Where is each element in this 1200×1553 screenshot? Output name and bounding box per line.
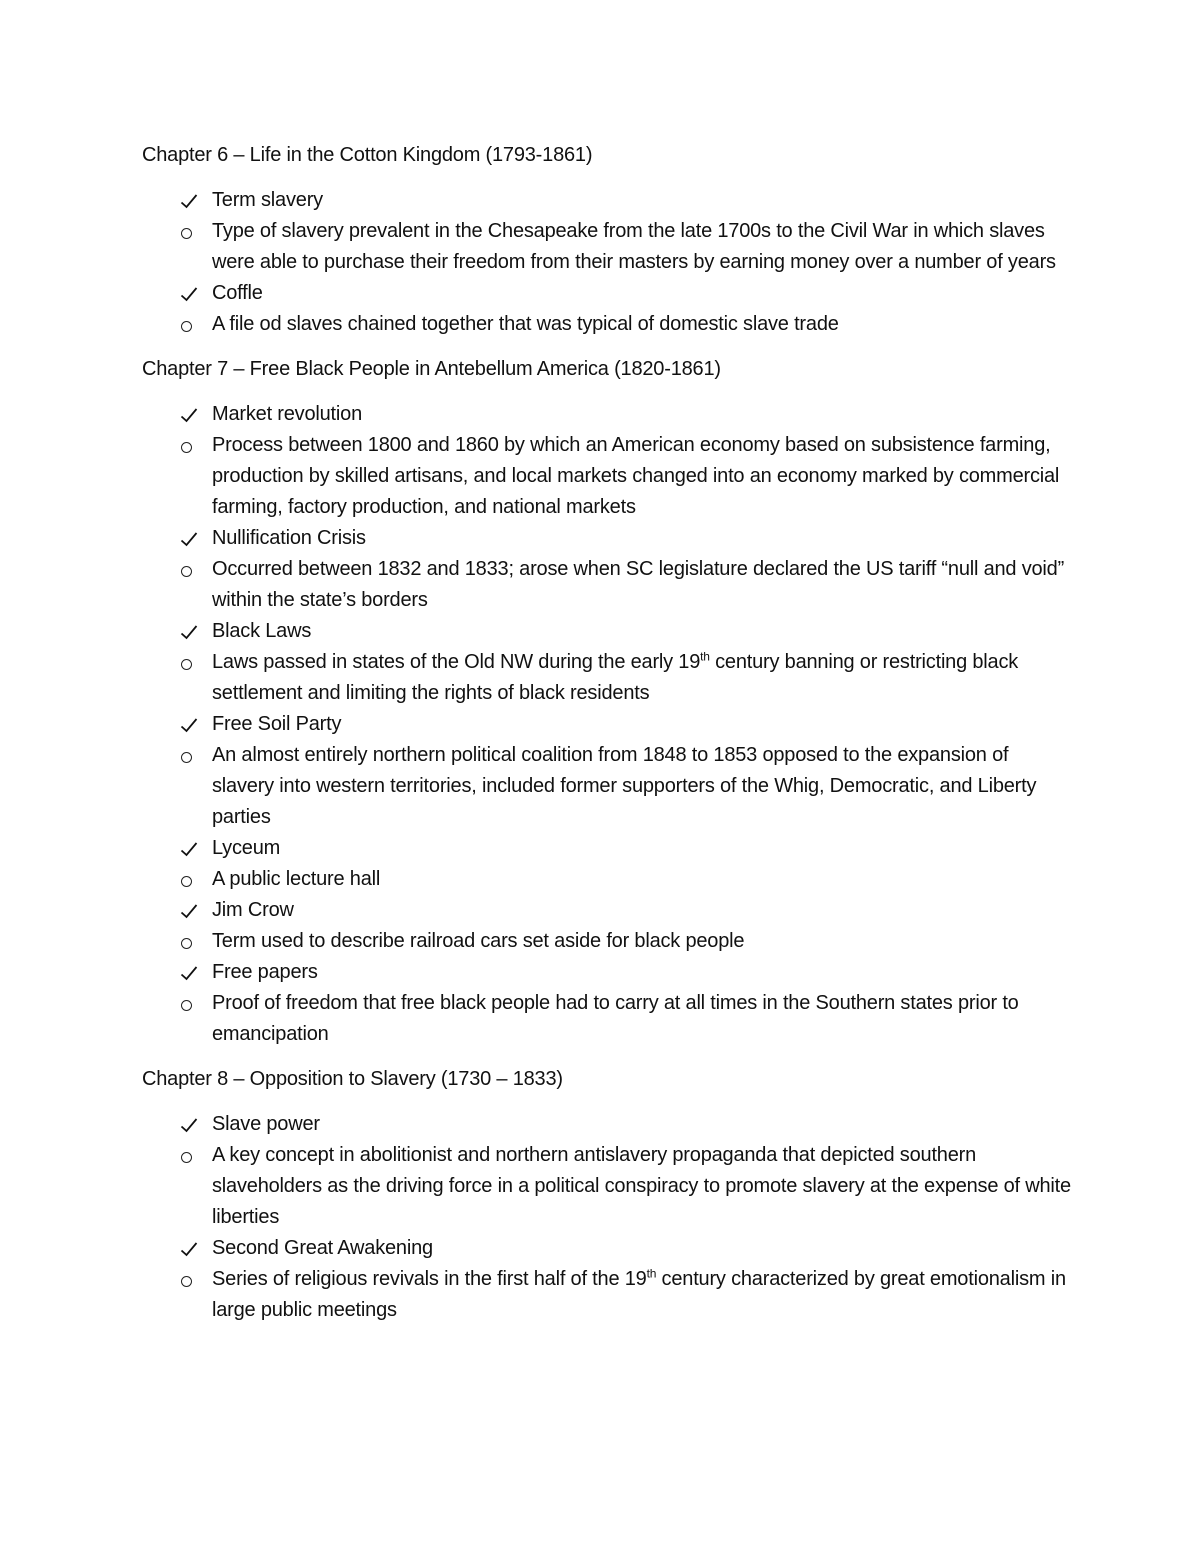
definition-item xyxy=(142,647,1072,709)
checkmark-icon xyxy=(178,833,200,864)
list-item xyxy=(142,616,1072,647)
term-label: Slave power xyxy=(212,1113,320,1135)
checkmark-icon xyxy=(178,1109,200,1140)
definition-item xyxy=(142,988,1072,1050)
circle-bullet-icon xyxy=(180,430,192,461)
checkmark-icon xyxy=(178,185,200,216)
list-item xyxy=(142,278,1072,309)
list-item xyxy=(142,1233,1072,1264)
circle-bullet-icon xyxy=(180,647,192,678)
definition-item xyxy=(142,740,1072,833)
definition-item xyxy=(142,864,1072,895)
list-item xyxy=(142,1109,1072,1140)
document-page xyxy=(142,140,1072,1326)
definition-text xyxy=(212,1268,1066,1321)
definition-text: Term used to describe railroad cars set aside for black people xyxy=(212,930,745,952)
term-list xyxy=(142,1109,1072,1326)
term-list xyxy=(142,399,1072,1050)
definition-text-start: Series of religious revivals in the first half of the 19 xyxy=(212,1268,647,1290)
term-label: Nullification Crisis xyxy=(212,527,366,549)
definition-item xyxy=(142,554,1072,616)
definition-item xyxy=(142,926,1072,957)
definition-text: A key concept in abolitionist and northern antislavery propaganda that depicted southern slaveholders as the driving force in a political conspiracy to promote slavery at the expense of white liberties xyxy=(212,1144,1071,1228)
definition-text xyxy=(212,651,1018,704)
checkmark-icon xyxy=(178,399,200,430)
term-label: Lyceum xyxy=(212,837,281,859)
list-item xyxy=(142,895,1072,926)
definition-text-end: century characterized by great emotionalism in large public meetings xyxy=(212,1268,1066,1321)
list-item xyxy=(142,185,1072,216)
circle-bullet-icon xyxy=(180,1140,192,1171)
term-label: Second Great Awakening xyxy=(212,1237,433,1259)
term-label: Coffle xyxy=(212,282,263,304)
definition-text: A public lecture hall xyxy=(212,868,381,890)
definition-text-end: century banning or restricting black settlement and limiting the rights of black residents xyxy=(212,651,1019,704)
checkmark-icon xyxy=(178,1233,200,1264)
chapter-heading: Chapter 6 – Life in the Cotton Kingdom (1793-1861) xyxy=(142,144,593,166)
chapter-6-section xyxy=(142,140,1072,340)
checkmark-icon xyxy=(178,895,200,926)
definition-item xyxy=(142,430,1072,523)
definition-text: Proof of freedom that free black people had to carry at all times in the Southern states prior to emancipation xyxy=(212,992,1019,1045)
circle-bullet-icon xyxy=(180,988,192,1019)
checkmark-icon xyxy=(178,957,200,988)
circle-bullet-icon xyxy=(180,554,192,585)
definition-item xyxy=(142,309,1072,340)
term-label: Free Soil Party xyxy=(212,713,342,735)
chapter-heading: Chapter 8 – Opposition to Slavery (1730 – 1833) xyxy=(142,1068,563,1090)
circle-bullet-icon xyxy=(180,1264,192,1295)
checkmark-icon xyxy=(178,709,200,740)
chapter-heading: Chapter 7 – Free Black People in Antebellum America (1820-1861) xyxy=(142,358,721,380)
definition-item xyxy=(142,1264,1072,1326)
list-item xyxy=(142,833,1072,864)
definition-text: Occurred between 1832 and 1833; arose when SC legislature declared the US tariff “null and void” within the state’s borders xyxy=(212,558,1065,611)
checkmark-icon xyxy=(178,616,200,647)
term-label: Free papers xyxy=(212,961,318,983)
definition-text: A file od slaves chained together that was typical of domestic slave trade xyxy=(212,313,839,335)
circle-bullet-icon xyxy=(180,740,192,771)
circle-bullet-icon xyxy=(180,309,192,340)
definition-item xyxy=(142,216,1072,278)
circle-bullet-icon xyxy=(180,216,192,247)
term-list xyxy=(142,185,1072,340)
term-label: Jim Crow xyxy=(212,899,294,921)
definition-text: Process between 1800 and 1860 by which an American economy based on subsistence farming, production by skilled artisans, and local markets changed into an economy marked by commercial farming, factory production, and national markets xyxy=(212,434,1060,518)
checkmark-icon xyxy=(178,278,200,309)
definition-text: Type of slavery prevalent in the Chesapeake from the late 1700s to the Civil War in which slaves were able to purchase their freedom from their masters by earning money over a number of years xyxy=(212,220,1056,273)
definition-item xyxy=(142,1140,1072,1233)
superscript: th xyxy=(700,649,710,664)
list-item xyxy=(142,399,1072,430)
chapter-8-section xyxy=(142,1064,1072,1326)
circle-bullet-icon xyxy=(180,926,192,957)
definition-text-start: Laws passed in states of the Old NW during the early 19 xyxy=(212,651,701,673)
term-label: Black Laws xyxy=(212,620,312,642)
superscript: th xyxy=(646,1266,657,1281)
list-item xyxy=(142,957,1072,988)
term-label: Market revolution xyxy=(212,403,362,425)
list-item xyxy=(142,523,1072,554)
term-label: Term slavery xyxy=(212,189,323,211)
list-item xyxy=(142,709,1072,740)
chapter-7-section xyxy=(142,354,1072,1050)
definition-text: An almost entirely northern political coalition from 1848 to 1853 opposed to the expansion of slavery into western territories, included former supporters of the Whig, Democratic, and Liberty parties xyxy=(212,744,1037,828)
circle-bullet-icon xyxy=(180,864,192,895)
checkmark-icon xyxy=(178,523,200,554)
